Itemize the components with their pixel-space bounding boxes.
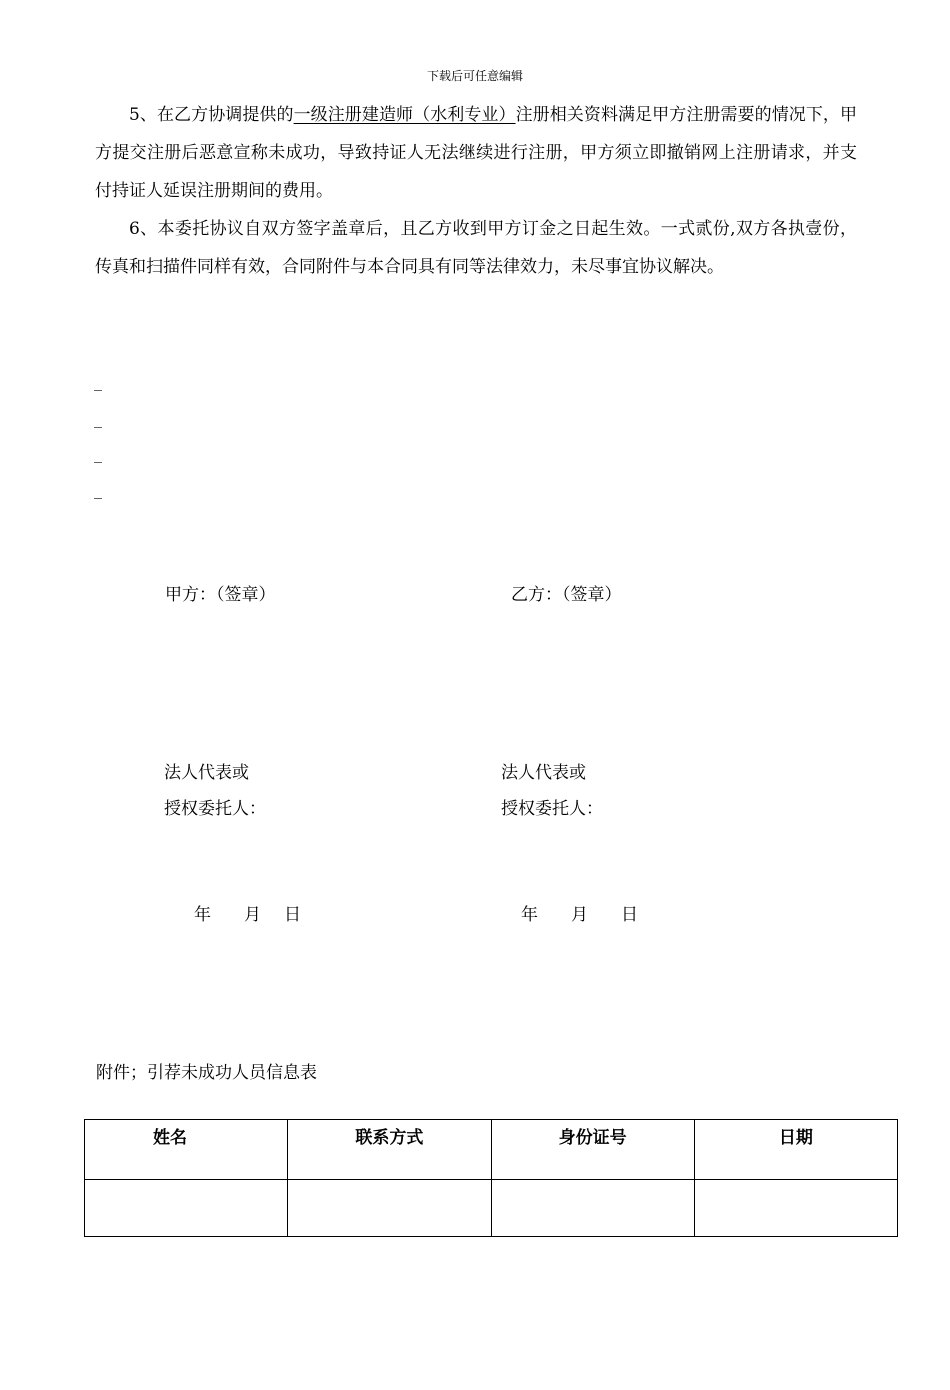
column-header-date: 日期: [694, 1120, 897, 1180]
column-header-name: 姓名: [85, 1120, 288, 1180]
party-a-rep-line2: 授权委托人：: [164, 799, 266, 819]
cell-date[interactable]: [694, 1180, 897, 1237]
party-b-rep-line1: 法人代表或: [501, 763, 586, 783]
column-header-id-number: 身份证号: [491, 1120, 694, 1180]
blank-line-2: _: [94, 409, 102, 428]
clause-5: [95, 96, 857, 210]
column-header-contact: 联系方式: [288, 1120, 491, 1180]
cell-name[interactable]: [85, 1180, 288, 1237]
party-a-date-month: 月: [244, 905, 261, 925]
party-b-date-day: 日: [621, 905, 638, 925]
party-b-date-month: 月: [571, 905, 588, 925]
clause-5-underlined: 一级注册建造师（水利专业）: [293, 105, 516, 125]
party-b-date-year: 年: [521, 905, 538, 925]
cell-id-number[interactable]: [491, 1180, 694, 1237]
party-b-seal: 乙方：（签章）: [511, 585, 622, 605]
table-header-row: [85, 1120, 898, 1180]
blank-line-3: _: [94, 444, 102, 463]
clause-5-prefix: 5、在乙方协调提供的: [129, 105, 294, 125]
table-row: [85, 1180, 898, 1237]
attachment-title: 附件；引荐未成功人员信息表: [96, 1063, 317, 1083]
clause-5-suffix: 注册相关资料满足甲方注册需要的情况下，甲方提交注册后恶意宣称未成功，导致持证人无法继续进行注册，甲方须立即撤销网上注册请求，并支付持证人延误注册期间的费用。: [95, 105, 857, 201]
clause-6: 6、本委托协议自双方签字盖章后，且乙方收到甲方订金之日起生效。一式贰份,双方各执壹份，传真和扫描件同样有效，合同附件与本合同具有同等法律效力，未尽事宜协议解决。: [95, 219, 857, 277]
header-note: 下载后可任意编辑: [426, 69, 523, 83]
cell-contact[interactable]: [288, 1180, 491, 1237]
party-a-rep-line1: 法人代表或: [164, 763, 249, 783]
blank-line-1: _: [94, 372, 102, 391]
party-b-rep-line2: 授权委托人：: [501, 799, 603, 819]
info-table: [84, 1119, 898, 1237]
party-a-seal: 甲方：（签章）: [165, 585, 276, 605]
party-a-date-year: 年: [194, 905, 211, 925]
blank-line-4: _: [94, 480, 102, 499]
party-a-date-day: 日: [284, 905, 301, 925]
